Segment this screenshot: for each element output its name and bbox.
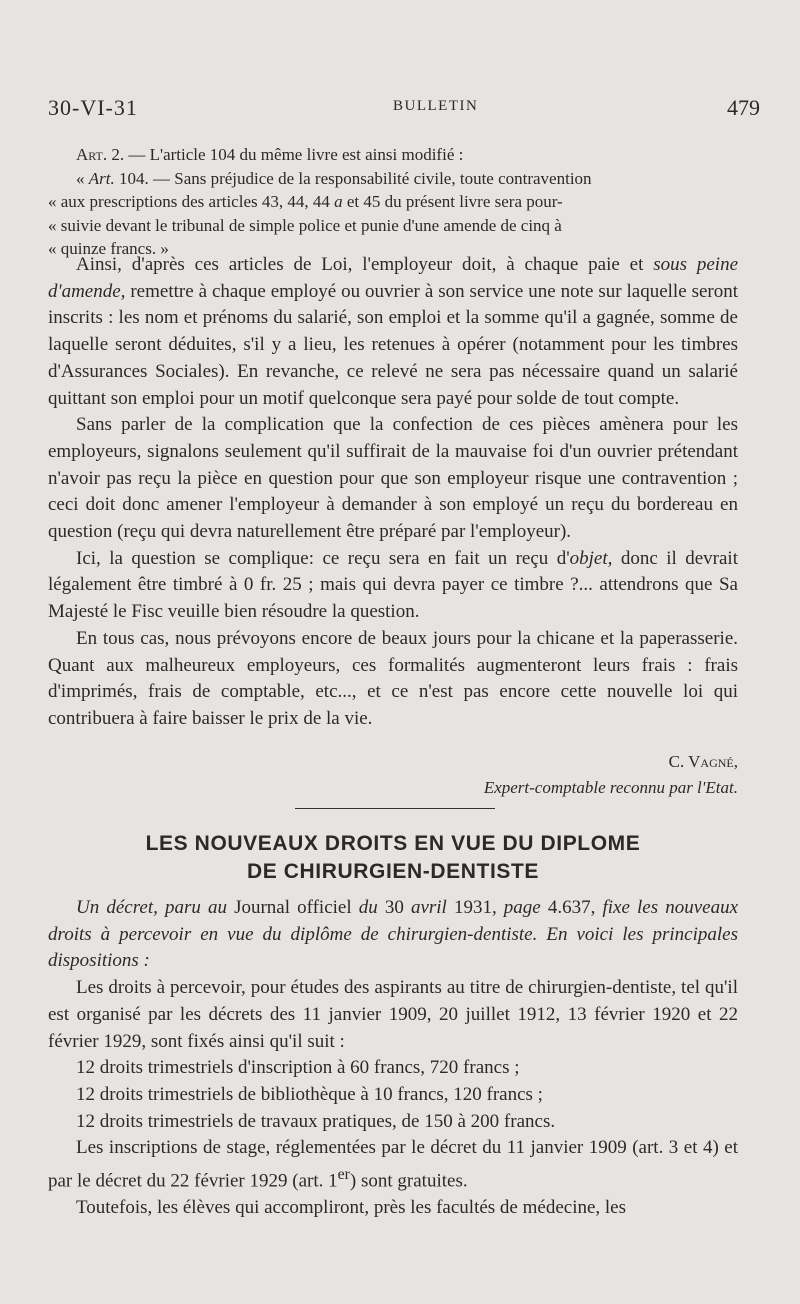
article-title (48, 830, 738, 886)
law-quote (48, 143, 738, 261)
paragraph-italic: page (496, 897, 548, 918)
article-title-line: LES NOUVEAUX DROITS EN VUE DU DIPLOME (145, 832, 641, 855)
intro-paragraph (48, 895, 738, 975)
paragraph-italic: objet, (569, 547, 613, 569)
fee-item: 12 droits trimestriels de travaux pratiques, de 150 à 200 francs. (76, 1110, 556, 1132)
paragraph-italic: sous peine d'amende, (48, 254, 739, 302)
paragraph-italic: Un décret, paru au (76, 897, 235, 918)
paragraph (48, 252, 738, 412)
paragraph-text: remettre à chaque employé ou ouvrier à son service une note sur laquelle seront inscrits : les nom et prénoms du salarié, son emploi et la somme qu'il a gagnée, somme de laquelle seront déduites, s'il y a lieu, les retenues à opérer (notamment pour les timbres d'Assurances Sociales). En revanche, ce relevé ne sera pas nécessaire quand un salarié quittant son emploi pour un motif quelconque sera payé pour solde de tout compte. (48, 280, 738, 409)
article-body (48, 252, 738, 733)
paragraph-text: Ici, la question se complique: ce reçu sera en fait un reçu d' (76, 547, 570, 569)
author-title: Expert-comptable reconnu par l'Etat. (483, 778, 738, 797)
paragraph-text: 4.637, (547, 897, 596, 918)
paragraph-italic: avril (403, 897, 454, 918)
paragraph-italic: du (351, 897, 385, 918)
signature-name (669, 752, 738, 772)
section-divider (295, 808, 495, 809)
issue-date: 30-VI-31 (48, 95, 138, 120)
quote-text: et 45 du présent livre sera pour- (342, 192, 563, 211)
quote-art-italic: Art. (88, 168, 115, 188)
paragraph-text: donc il devrait légalement être timbré à 0 fr. 25 ; mais qui devra payer ce timbre ?... attendrons que Sa Majesté le Fisc veuille bien résoudre la question. (48, 547, 738, 623)
paragraph-text: 30 (384, 897, 404, 918)
paragraph-text: Ainsi, d'après ces articles de Loi, l'employeur doit, à chaque paie et (76, 254, 654, 275)
paragraph: Toutefois, les élèves qui accompliront, près les facultés de médecine, les (76, 1197, 627, 1219)
paragraph-text: Les inscriptions de stage, réglementées par le décret du 11 janvier 1909 (art. 3 et 4) et par le décret du 22 février 1929 (art. 1 (48, 1137, 738, 1192)
paragraph-text: 1931, (453, 897, 497, 918)
quote-line (48, 167, 738, 191)
quote-line: « suivie devant le tribunal de simple police et punie d'une amende de cinq à (48, 215, 562, 235)
quote-text: 2. — L'article 104 du même livre est ainsi modifié : (107, 145, 464, 164)
quote-text: « aux prescriptions des articles 43, 44, 44 (48, 192, 335, 211)
quote-text: 104. — Sans préjudice de la responsabilité civile, toute contravention (114, 168, 592, 188)
paragraph: Sans parler de la complication que la confection de ces pièces amènera pour les employeurs, signalons seulement qu'il suffirait de la mauvaise foi d'un ouvrier prétendant n'avoir pas reçu la pièce en question pour que son employeur risque une contravention ; ceci doit donc amener l'employeur à demander à son employé un reçu du bordereau en question (reçu qui devra naturellement être préparé par l'employeur). (48, 414, 738, 543)
journal-name: Journal officiel (234, 897, 352, 918)
quote-art-label: Art. (76, 145, 108, 164)
fee-item: 12 droits trimestriels de bibliothèque à 10 francs, 120 francs ; (76, 1083, 543, 1105)
author-name: C. Vagné, (668, 752, 738, 771)
quote-text: « (76, 168, 89, 188)
running-title: BULLETIN (393, 98, 479, 114)
paragraph: Les droits à percevoir, pour études des aspirants au titre de chirurgien-dentiste, tel qu'il est organisé par les décrets des 11 janvier 1909, 20 juillet 1912, 13 février 1920 et 22 février 1929, sont fixés ainsi qu'il suit : (48, 977, 738, 1052)
paragraph (48, 1135, 738, 1195)
quote-line (48, 190, 738, 214)
paragraph: En tous cas, nous prévoyons encore de beaux jours pour la chicane et la paperasserie. Quant aux malheureux employeurs, ces formalités augmenteront leurs frais : frais d'imprimés, frais de comptable, etc..., et ce n'est pas encore cette nouvelle loi qui contribuera à faire baisser le prix de la vie. (48, 627, 738, 729)
page-header (48, 95, 760, 125)
paragraph-text: ) sont gratuites. (349, 1170, 468, 1192)
page-number: 479 (727, 95, 760, 120)
article-title-line: DE CHIRURGIEN-DENTISTE (246, 860, 540, 883)
quote-line: « quinze francs. » (48, 239, 169, 258)
superscript: er (337, 1166, 350, 1184)
fee-item: 12 droits trimestriels d'inscription à 60 francs, 720 francs ; (76, 1057, 520, 1079)
paragraph-italic: fixe les nouveaux droits à percevoir en vue du diplôme de chirurgien-dentiste. En voici les principales dispositions : (48, 897, 739, 972)
quote-letter: a (334, 192, 343, 211)
quote-line (48, 143, 738, 167)
paragraph (48, 546, 738, 626)
signature-title (484, 778, 738, 798)
second-article-body (48, 895, 738, 1222)
